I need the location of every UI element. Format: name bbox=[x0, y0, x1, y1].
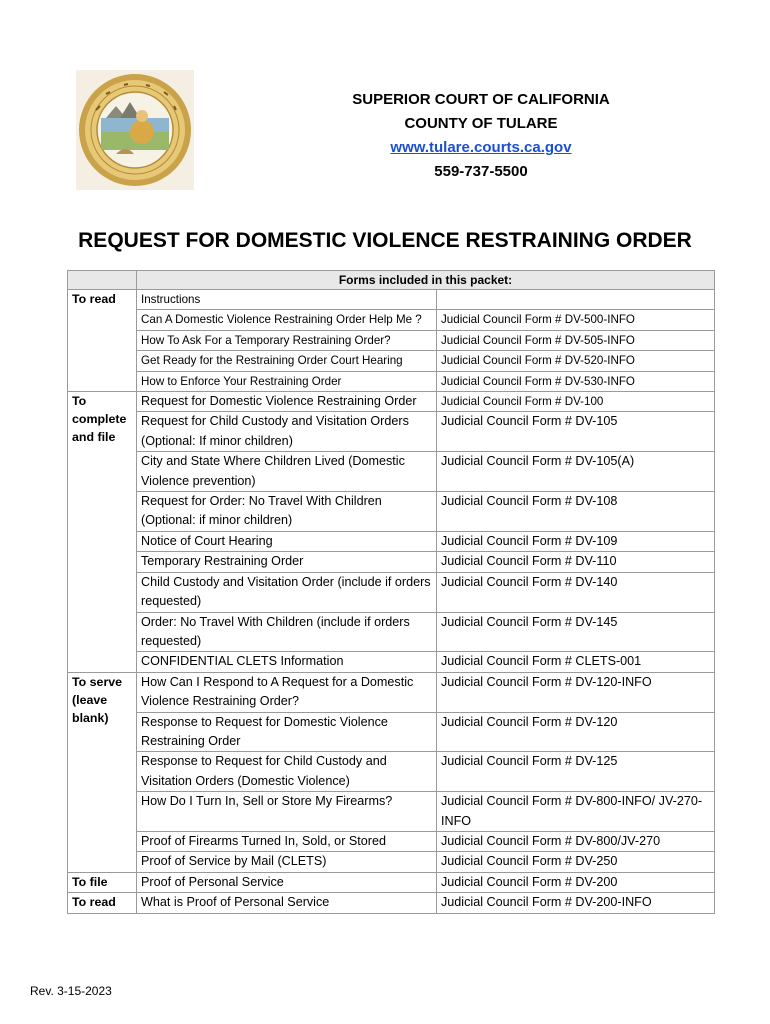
revision-date: Rev. 3-15-2023 bbox=[30, 984, 112, 998]
form-title: Get Ready for the Restraining Order Court Hearing bbox=[137, 351, 437, 371]
table-row bbox=[68, 371, 715, 391]
form-title: What is Proof of Personal Service bbox=[137, 893, 437, 913]
form-title: CONFIDENTIAL CLETS Information bbox=[137, 652, 437, 672]
form-number: Judicial Council Form # DV-500-INFO bbox=[437, 310, 715, 330]
section-label-to-read: To read bbox=[68, 893, 137, 913]
form-title: Proof of Service by Mail (CLETS) bbox=[137, 852, 437, 872]
form-title: How Do I Turn In, Sell or Store My Firearms? bbox=[137, 792, 437, 832]
form-number: Judicial Council Form # DV-120 bbox=[437, 712, 715, 752]
section-label-to-read: To read bbox=[68, 290, 137, 392]
form-title: Response to Request for Child Custody and Visitation Orders (Domestic Violence) bbox=[137, 752, 437, 792]
table-row bbox=[68, 310, 715, 330]
form-title: Can A Domestic Violence Restraining Order Help Me ? bbox=[137, 310, 437, 330]
form-number: Judicial Council Form # DV-200-INFO bbox=[437, 893, 715, 913]
form-number: Judicial Council Form # DV-105 bbox=[437, 412, 715, 452]
court-website-link[interactable]: www.tulare.courts.ca.gov bbox=[390, 139, 572, 156]
form-title: How Can I Respond to A Request for a Domestic Violence Restraining Order? bbox=[137, 672, 437, 712]
table-row bbox=[68, 330, 715, 350]
section-label-to-serve: To serve (leave blank) bbox=[68, 672, 137, 872]
form-number: Judicial Council Form # DV-250 bbox=[437, 852, 715, 872]
form-number: Judicial Council Form # DV-530-INFO bbox=[437, 371, 715, 391]
county-name: COUNTY OF TULARE bbox=[404, 115, 558, 132]
form-title: Order: No Travel With Children (include if orders requested) bbox=[137, 612, 437, 652]
form-title: Instructions bbox=[137, 290, 437, 310]
form-number: Judicial Council Form # DV-125 bbox=[437, 752, 715, 792]
table-row bbox=[68, 652, 715, 672]
section-label-to-complete-and-file: To complete and file bbox=[68, 392, 137, 673]
table-header-blank bbox=[68, 271, 137, 290]
form-number: Judicial Council Form # DV-800/JV-270 bbox=[437, 831, 715, 851]
form-number: Judicial Council Form # DV-105(A) bbox=[437, 452, 715, 492]
document-title: REQUEST FOR DOMESTIC VIOLENCE RESTRAINING ORDER bbox=[78, 229, 692, 252]
form-number: Judicial Council Form # CLETS-001 bbox=[437, 652, 715, 672]
table-row bbox=[68, 452, 715, 492]
table-row bbox=[68, 492, 715, 532]
table-row bbox=[68, 672, 715, 712]
court-header bbox=[320, 88, 642, 184]
section-label-to-file: To file bbox=[68, 872, 137, 892]
form-number: Judicial Council Form # DV-108 bbox=[437, 492, 715, 532]
form-number: Judicial Council Form # DV-520-INFO bbox=[437, 351, 715, 371]
form-title: Request for Child Custody and Visitation Orders (Optional: If minor children) bbox=[137, 412, 437, 452]
form-number: Judicial Council Form # DV-800-INFO/ JV-270-INFO bbox=[437, 792, 715, 832]
table-row bbox=[68, 351, 715, 371]
table-header: Forms included in this packet: bbox=[137, 271, 715, 290]
table-row bbox=[68, 612, 715, 652]
table-row bbox=[68, 552, 715, 572]
form-title: Notice of Court Hearing bbox=[137, 531, 437, 551]
table-row bbox=[68, 531, 715, 551]
form-title: Response to Request for Domestic Violence Restraining Order bbox=[137, 712, 437, 752]
form-number: Judicial Council Form # DV-120-INFO bbox=[437, 672, 715, 712]
table-row bbox=[68, 872, 715, 892]
form-number: Judicial Council Form # DV-140 bbox=[437, 572, 715, 612]
form-title: Proof of Personal Service bbox=[137, 872, 437, 892]
table-row bbox=[68, 572, 715, 612]
form-number: Judicial Council Form # DV-110 bbox=[437, 552, 715, 572]
form-number: Judicial Council Form # DV-109 bbox=[437, 531, 715, 551]
court-phone: 559-737-5500 bbox=[434, 163, 528, 180]
form-number: Judicial Council Form # DV-145 bbox=[437, 612, 715, 652]
table-row bbox=[68, 852, 715, 872]
form-title: Request for Order: No Travel With Children (Optional: if minor children) bbox=[137, 492, 437, 532]
table-row bbox=[68, 752, 715, 792]
form-title: How To Ask For a Temporary Restraining Order? bbox=[137, 330, 437, 350]
table-row bbox=[68, 392, 715, 412]
table-row bbox=[68, 290, 715, 310]
form-number bbox=[437, 290, 715, 310]
forms-table bbox=[67, 270, 715, 914]
form-title: Proof of Firearms Turned In, Sold, or Stored bbox=[137, 831, 437, 851]
california-seal-icon bbox=[76, 70, 194, 190]
table-row bbox=[68, 712, 715, 752]
form-number: Judicial Council Form # DV-100 bbox=[437, 392, 715, 412]
table-row bbox=[68, 893, 715, 913]
court-name: SUPERIOR COURT OF CALIFORNIA bbox=[352, 91, 610, 108]
form-title: Temporary Restraining Order bbox=[137, 552, 437, 572]
form-title: How to Enforce Your Restraining Order bbox=[137, 371, 437, 391]
form-title: Request for Domestic Violence Restraining Order bbox=[137, 392, 437, 412]
table-row bbox=[68, 831, 715, 851]
form-number: Judicial Council Form # DV-200 bbox=[437, 872, 715, 892]
form-title: City and State Where Children Lived (Domestic Violence prevention) bbox=[137, 452, 437, 492]
table-row bbox=[68, 412, 715, 452]
table-row bbox=[68, 792, 715, 832]
form-title: Child Custody and Visitation Order (include if orders requested) bbox=[137, 572, 437, 612]
form-number: Judicial Council Form # DV-505-INFO bbox=[437, 330, 715, 350]
